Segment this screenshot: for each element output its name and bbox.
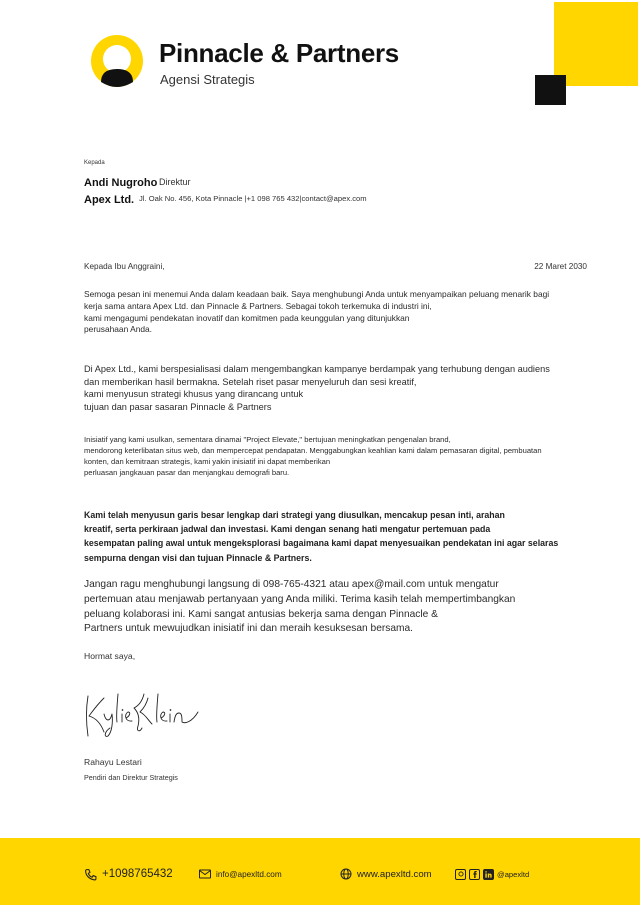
decorative-yellow-square	[554, 2, 638, 86]
signer-name: Rahayu Lestari	[84, 757, 142, 767]
footer-social-handle: @apexltd	[497, 869, 530, 879]
paragraph-line: mendorong keterlibatan situs web, dan mempercepat pendapatan. Menggabungkan keahlian kami dalam pemasaran digital, pembuatan	[84, 446, 542, 455]
paragraph-line: Jangan ragu menghubungi langsung di 098-765-4321 atau apex@mail.com untuk mengatur	[84, 579, 499, 590]
paragraph-line: tujuan dan pasar sasaran Pinnacle & Partners	[84, 401, 272, 412]
company-tagline: Agensi Strategis	[160, 72, 255, 87]
company-logo	[91, 35, 143, 87]
paragraph-line: kami menyusun strategi khusus yang dirancang untuk	[84, 389, 304, 400]
footer-website-text: www.apexltd.com	[357, 868, 432, 880]
paragraph-line: Di Apex Ltd., kami berspesialisasi dalam mengembangkan kampanye berdampak yang terhubung dengan audiens	[84, 364, 550, 374]
paragraph-line: Partners untuk mewujudkan inisiatif ini dan meraih kesuksesan bersama.	[84, 623, 413, 635]
footer-social[interactable]	[455, 866, 529, 882]
linkedin-icon[interactable]	[483, 869, 494, 880]
paragraph-line: konten, dan kemitraan strategis, kami yakin inisiatif ini dapat memberikan	[84, 457, 331, 466]
body-paragraph-3	[84, 434, 542, 478]
globe-icon	[340, 868, 352, 880]
body-paragraph-5	[84, 578, 515, 637]
signer-role: Pendiri dan Direktur Strategis	[84, 773, 178, 782]
body-paragraph-2	[84, 363, 550, 413]
phone-icon	[84, 868, 97, 881]
mail-icon	[199, 869, 211, 879]
letter-closing: Hormat saya,	[84, 651, 136, 661]
footer-email-text: info@apexltd.com	[216, 869, 282, 879]
letter-date: 22 Maret 2030	[534, 262, 587, 271]
recipient-name: Andi Nugroho	[84, 177, 158, 189]
footer-phone[interactable]	[84, 866, 173, 882]
body-paragraph-1	[84, 289, 549, 336]
footer-email[interactable]	[199, 866, 282, 882]
handwritten-signature	[82, 688, 204, 738]
recipient-title: Direktur	[159, 177, 191, 187]
paragraph-line: dan memberikan hasil bermakna. Setelah riset pasar menyeluruh dan sesi kreatif,	[84, 376, 417, 387]
facebook-icon[interactable]	[469, 869, 480, 880]
paragraph-line: pertemuan atau menjawab pertanyaan yang Anda miliki. Terima kasih telah mempertimbangkan	[84, 593, 516, 605]
recipient-address: Jl. Oak No. 456, Kota Pinnacle |+1 098 765 432|contact@apex.com	[139, 194, 367, 203]
paragraph-line: peluang kolaborasi ini. Kami sangat antusias bekerja sama dengan Pinnacle &	[84, 608, 438, 620]
paragraph-line: kreatif, serta perkiraan jadwal dan investasi. Kami dengan senang hati mengatur pertemuan pada	[84, 524, 491, 535]
recipient-company: Apex Ltd.	[84, 194, 135, 206]
letter-salutation: Kepada Ibu Anggraini,	[84, 262, 165, 271]
footer-website[interactable]	[340, 866, 432, 882]
paragraph-line: Inisiatif yang kami usulkan, sementara dinamai "Project Elevate," bertujuan meningkatkan pengenalan brand,	[84, 435, 451, 444]
paragraph-line: kerja sama antara Apex Ltd. dan Pinnacle & Partners. Sebagai tokoh terkemuka di industri ini,	[84, 300, 432, 311]
paragraph-line: perusahaan Anda.	[84, 324, 152, 335]
instagram-icon[interactable]	[455, 869, 466, 880]
footer-phone-text: +1098765432	[102, 868, 173, 880]
paragraph-line: kami mengagumi pendekatan inovatif dan komitmen pada keunggulan yang ditunjukkan	[84, 312, 410, 323]
decorative-black-square	[535, 75, 566, 105]
paragraph-line: Kami telah menyusun garis besar lengkap dari strategi yang diusulkan, mencakup pesan inti, arahan	[84, 510, 505, 520]
paragraph-line: perluasan jangkauan pasar dan menjangkau demografi baru.	[84, 468, 290, 477]
body-paragraph-4	[84, 508, 558, 565]
company-name: Pinnacle & Partners	[159, 38, 399, 68]
paragraph-line: Semoga pesan ini menemui Anda dalam keadaan baik. Saya menghubungi Anda untuk menyampaikan peluang menarik bagi	[84, 289, 550, 299]
paragraph-line: kesempatan paling awal untuk mengeksplorasi bagaimana kami dapat menyesuaikan pendekatan ini agar selaras	[84, 538, 559, 549]
recipient-label: Kepada	[84, 160, 105, 166]
paragraph-line: sempurna dengan visi dan tujuan Pinnacle & Partners.	[84, 552, 312, 563]
